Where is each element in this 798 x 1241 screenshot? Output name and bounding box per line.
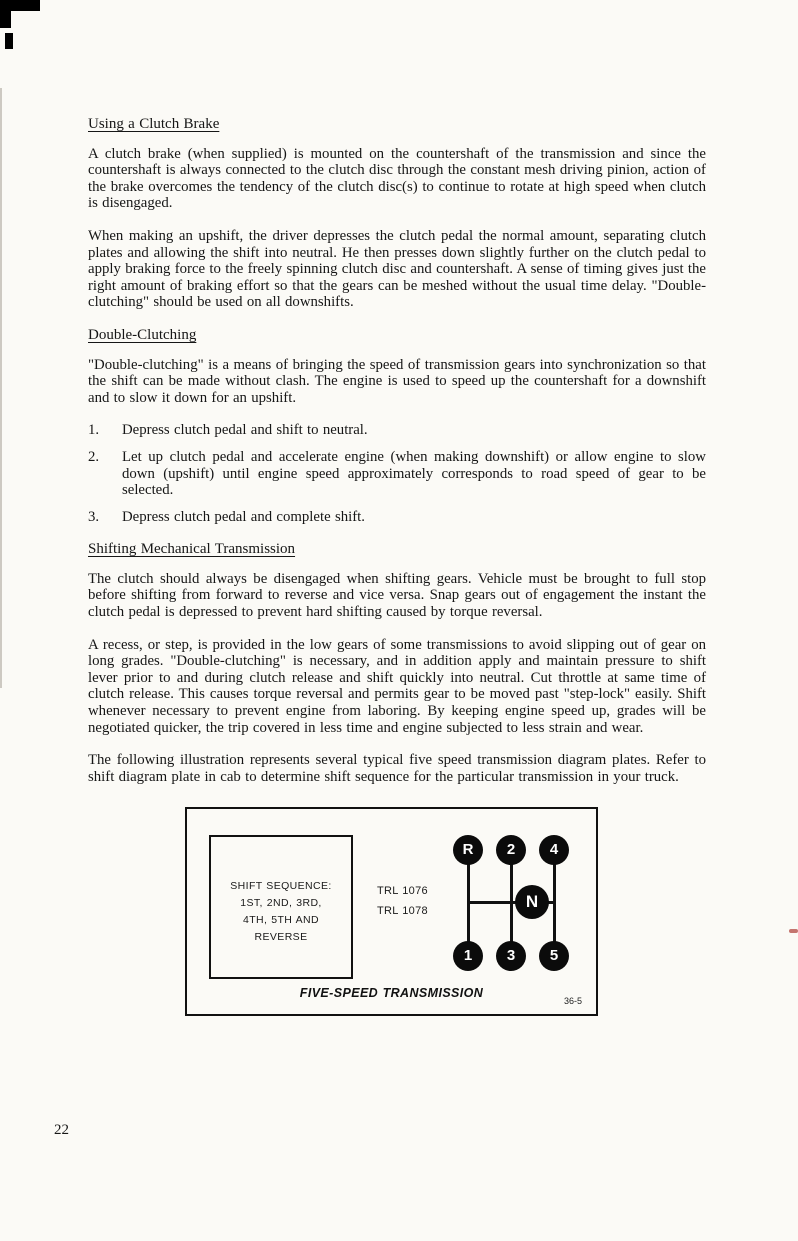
paragraph: When making an upshift, the driver depresses the clutch pedal the normal amount, separating clutch plates and allowing the shift into neutral. He then presses down slightly further on the clutch pedal to apply braking force to the freely spinning clutch disc and countershaft. A sense of timing gives just the right amount of braking effort so that the gears can be meshed without the usual time delay. "Double-clutching" should be used on all downshifts. <box>88 227 706 311</box>
list-item <box>88 449 706 499</box>
scan-artifact <box>0 88 2 688</box>
section-heading-shifting-mechanical-transmission: Shifting Mechanical Transmission <box>88 541 296 558</box>
gear-position-neutral: N <box>515 885 549 919</box>
section-heading-double-clutching: Double-Clutching <box>88 326 197 343</box>
sequence-line: 4TH, 5TH AND <box>242 914 319 927</box>
transmission-figure <box>185 807 598 1016</box>
paragraph: The following illustration represents several typical five speed transmission diagram plates. Refer to shift diagram plate in cab to determine shift sequence for the particular transmission in your truck. <box>88 752 706 785</box>
section-heading-clutch-brake: Using a Clutch Brake <box>88 116 220 132</box>
sequence-line: 1ST, 2ND, 3RD, <box>240 897 322 910</box>
trl-labels <box>377 881 428 921</box>
shift-sequence-plate <box>209 835 353 979</box>
figure-caption: FIVE-SPEED TRANSMISSION <box>299 985 484 1000</box>
paragraph: "Double-clutching" is a means of bringing the speed of transmission gears into synchronization so that the shift can be made without clash. The engine is used to speed up the countershaft for a downshift and to slow it down for an upshift. <box>88 356 706 406</box>
gear-position-5: 5 <box>539 941 569 971</box>
gear-position-3: 3 <box>496 941 526 971</box>
scan-artifact <box>789 929 798 933</box>
numbered-list <box>88 422 706 525</box>
gear-position-1: 1 <box>453 941 483 971</box>
gear-position-2: 2 <box>496 835 526 865</box>
figure-number: 36-5 <box>563 995 582 1006</box>
list-item-number: 3. <box>88 508 100 525</box>
list-item-text: Let up clutch pedal and accelerate engine (when making downshift) or allow engine to slow down (upshift) until engine speed approximately corresponds to road speed of gear to be selected. <box>122 448 706 499</box>
paragraph: A recess, or step, is provided in the low gears of some transmissions to avoid slipping out of gear on long grades. "Double-clutching" is necessary, and in addition apply and maintain pressure to shift lever prior to and during clutch release and shift quickly into neutral. Cut throttle at same time of clutch release. This causes torque reversal and permits gear to be moved past "step-lock" easily. Shift whenever necessary to prevent engine from laboring. By keeping engine speed up, grades will be negotiated quicker, the trip covered in less time and engine subjected to less strain and wear. <box>88 636 706 736</box>
list-item <box>88 509 706 526</box>
list-item <box>88 422 706 439</box>
sequence-line: SHIFT SEQUENCE: <box>230 880 332 893</box>
list-item-text: Depress clutch pedal and complete shift. <box>122 508 365 525</box>
gear-position-reverse: R <box>453 835 483 865</box>
scan-artifact <box>0 0 11 28</box>
paragraph: The clutch should always be disengaged when shifting gears. Vehicle must be brought to full stop before shifting from forward to reverse and vice versa. Snap gears out of engagement the instant the clutch pedal is depressed to prevent hard shifting caused by torque reversal. <box>88 570 706 621</box>
gear-position-4: 4 <box>539 835 569 865</box>
page-content <box>88 116 706 1016</box>
sequence-line: REVERSE <box>254 931 308 944</box>
paragraph: A clutch brake (when supplied) is mounted on the countershaft of the transmission and since the countershaft is always connected to the clutch disc through the constant mesh driving pinion, action of the brake overcomes the tendency of the clutch disc(s) to continue to rotate at high speed when clutch is disengaged. <box>88 145 706 212</box>
trl-label: TRL 1078 <box>377 905 428 918</box>
page-number: 22 <box>54 1122 69 1138</box>
scan-artifact <box>5 33 13 49</box>
list-item-text: Depress clutch pedal and shift to neutral. <box>122 422 368 439</box>
list-item-number: 1. <box>88 422 100 439</box>
list-item-number: 2. <box>88 448 100 465</box>
trl-label: TRL 1076 <box>377 885 428 898</box>
